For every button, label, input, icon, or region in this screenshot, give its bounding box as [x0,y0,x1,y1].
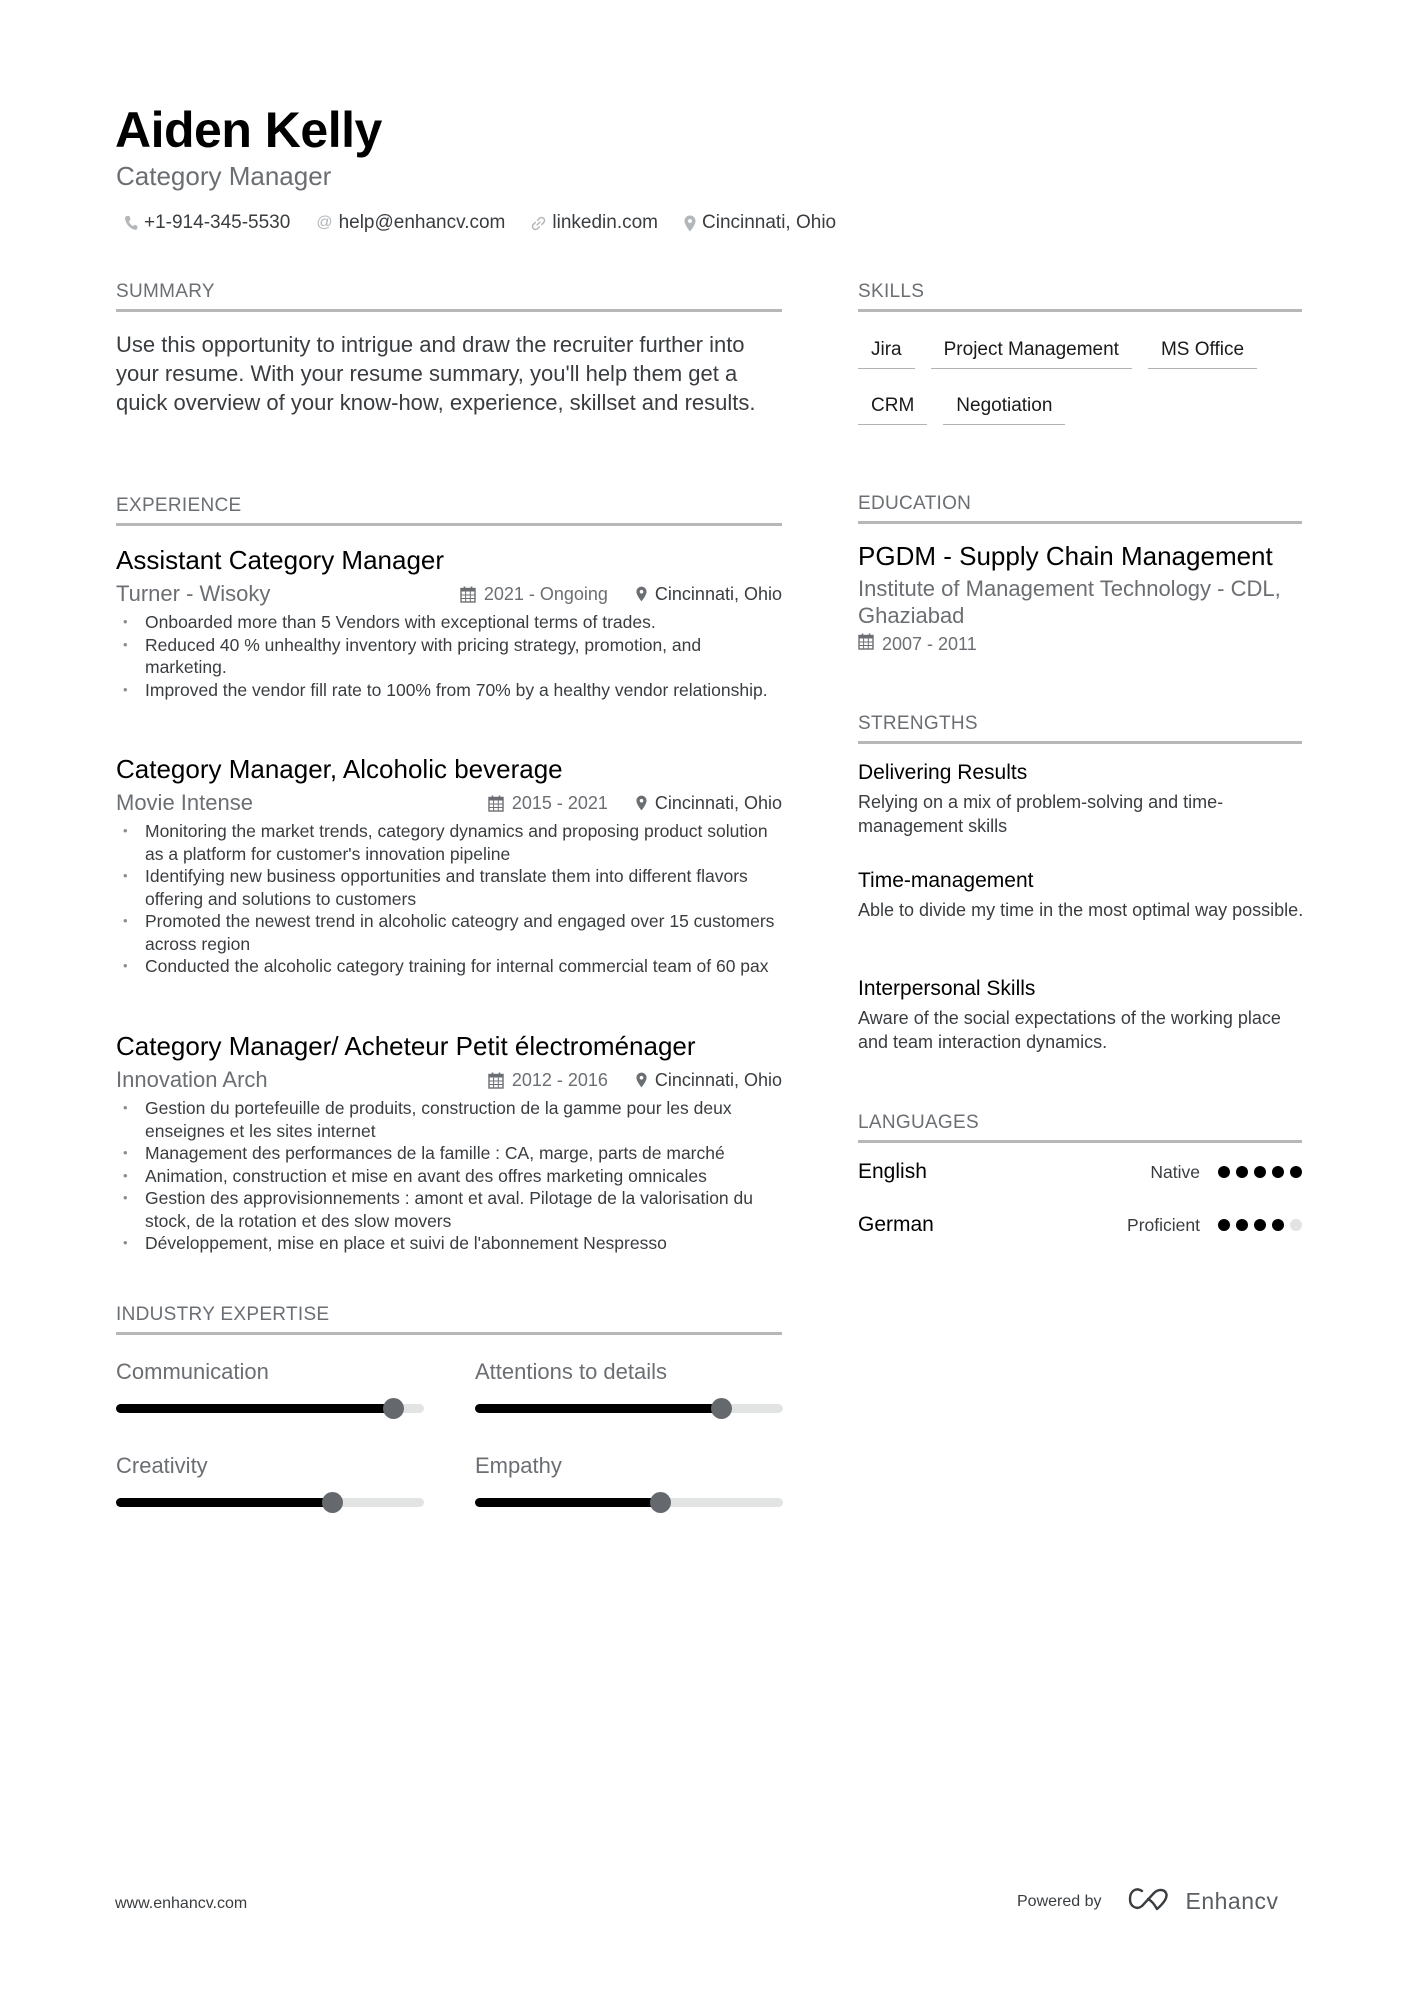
expertise-slider [475,1404,783,1413]
expertise-slider [475,1498,783,1507]
language-name: German [858,1213,934,1236]
at-icon: @ [316,214,333,231]
strength-item [858,867,1308,922]
job-meta [116,788,782,818]
bullet-item: • Monitoring the market trends, category dynamics and proposing product solution as a platform for customer's innovation pipeline [116,820,782,865]
section-heading-languages: LANGUAGES [858,1111,1302,1143]
job-bullets [116,1097,782,1255]
education-school: Institute of Management Technology - CDL, Ghaziabad [858,576,1281,628]
job-entry [116,544,782,701]
job-location: Cincinnati, Ohio [636,793,782,814]
language-item [858,1210,1302,1240]
contact-email-text: help@enhancv.com [338,212,506,233]
bullet-item: • Conducted the alcoholic category training for internal commercial team of 60 pax [116,955,782,978]
language-level: Proficient [1127,1214,1200,1235]
job-location: Cincinnati, Ohio [636,584,782,605]
calendar-icon [460,586,476,603]
enhancv-logo-icon [1128,1887,1174,1916]
language-rating-dots [1218,1166,1302,1178]
job-meta [116,1065,782,1095]
language-item [858,1157,1302,1187]
expertise-item [116,1452,424,1507]
expertise-item [475,1358,783,1413]
slider-thumb [711,1398,732,1419]
expertise-label: Creativity [116,1453,208,1478]
skill-tag: Negotiation [943,388,1065,425]
candidate-title: Category Manager [116,161,332,191]
section-heading-industry-expertise: INDUSTRY EXPERTISE [116,1303,782,1335]
strength-item [858,759,1308,838]
contact-phone[interactable] [124,211,290,235]
footer-branding [1017,1887,1279,1916]
skills-list [858,332,1308,425]
expertise-slider [116,1498,424,1507]
bullet-item: • Gestion du portefeuille de produits, construction de la gamme pour les deux enseignes et les sites internet [116,1097,782,1142]
contact-linkedin[interactable] [531,211,658,235]
enhancv-brand-name: Enhancv [1185,1888,1279,1914]
expertise-label: Communication [116,1359,269,1384]
skill-tag: CRM [858,388,927,425]
strength-title: Time-management [858,869,1034,892]
job-company: Movie Intense [116,790,253,815]
job-company: Turner - Wisoky [116,581,271,606]
slider-thumb [383,1398,404,1419]
skill-tag: Project Management [931,332,1132,369]
job-company: Innovation Arch [116,1067,268,1092]
bullet-item: • Animation, construction et mise en avant des offres marketing omnicales [116,1165,782,1188]
bullet-item: • Gestion des approvisionnements : amont et aval. Pilotage de la valorisation du stock, de la rotation et des slow movers [116,1187,782,1232]
section-heading-education: EDUCATION [858,492,1302,524]
bullet-item: • Identifying new business opportunities and translate them into different flavors offering and solutions to customers [116,865,782,910]
job-entry [116,753,782,978]
summary-text: Use this opportunity to intrigue and draw the recruiter further into your resume. With your resume summary, you'll help them get a quick overview of your know-how, experience, skillset and results. [116,332,756,415]
contact-phone-text: +1-914-345-5530 [144,212,291,233]
section-heading-experience: EXPERIENCE [116,494,782,526]
contact-email[interactable] [316,211,505,235]
slider-thumb [650,1492,671,1513]
skill-tag: MS Office [1148,332,1257,369]
job-title: Category Manager, Alcoholic beverage [116,754,563,784]
section-heading-summary: SUMMARY [116,280,782,312]
contact-location-text: Cincinnati, Ohio [702,212,837,233]
job-meta [116,579,782,609]
expertise-label: Empathy [475,1453,562,1478]
calendar-icon [488,1072,504,1089]
job-dates: 2021 - Ongoing [460,584,608,605]
language-name: English [858,1160,927,1183]
bullet-item: • Management des performances de la famille : CA, marge, parts de marché [116,1142,782,1165]
candidate-name: Aiden Kelly [115,102,382,158]
section-heading-strengths: STRENGTHS [858,712,1302,744]
slider-thumb [322,1492,343,1513]
calendar-icon [858,633,874,655]
strength-item [858,975,1308,1054]
job-bullets [116,611,782,701]
job-dates: 2015 - 2021 [488,793,608,814]
job-location: Cincinnati, Ohio [636,1070,782,1091]
job-title: Assistant Category Manager [116,545,445,575]
strength-description: Able to divide my time in the most optimal way possible. [858,900,1304,920]
bullet-item: • Onboarded more than 5 Vendors with exceptional terms of trades. [116,611,782,634]
expertise-slider [116,1404,424,1413]
phone-icon [124,215,138,231]
education-degree: PGDM - Supply Chain Management [858,541,1273,571]
bullet-item: • Reduced 40 % unhealthy inventory with pricing strategy, promotion, and marketing. [116,634,782,679]
bullet-item: • Développement, mise en place et suivi de l'abonnement Nespresso [116,1232,782,1255]
expertise-label: Attentions to details [475,1359,668,1384]
footer-website-link[interactable]: www.enhancv.com [115,1895,248,1912]
job-title: Category Manager/ Acheteur Petit électroménager [116,1031,696,1061]
location-icon [636,586,647,602]
bullet-item: • Improved the vendor fill rate to 100% from 70% by a healthy vendor relationship. [116,679,782,702]
calendar-icon [488,795,504,812]
contact-bar [124,211,836,235]
contact-linkedin-text: linkedin.com [552,212,658,233]
education-entry [858,540,1308,655]
location-icon [684,215,696,232]
job-bullets [116,820,782,978]
link-icon [531,216,546,231]
expertise-item [475,1452,783,1507]
education-dates: 2007 - 2011 [858,633,1308,655]
expertise-item [116,1358,424,1413]
strength-title: Interpersonal Skills [858,977,1036,1000]
bullet-item: • Promoted the newest trend in alcoholic cateogry and engaged over 15 customers across region [116,910,782,955]
strength-title: Delivering Results [858,761,1028,784]
contact-location [684,211,836,235]
skill-tag: Jira [858,332,915,369]
strength-description: Aware of the social expectations of the working place and team interaction dynamics. [858,1008,1281,1052]
location-icon [636,1072,647,1088]
section-heading-skills: SKILLS [858,280,1302,312]
job-entry [116,1030,782,1255]
powered-by-label: Powered by [1017,1892,1102,1910]
language-level: Native [1150,1161,1200,1182]
enhancv-logo[interactable] [1128,1887,1279,1916]
language-rating-dots [1218,1219,1302,1231]
strength-description: Relying on a mix of problem-solving and time-management skills [858,792,1224,836]
location-icon [636,795,647,811]
job-dates: 2012 - 2016 [488,1070,608,1091]
